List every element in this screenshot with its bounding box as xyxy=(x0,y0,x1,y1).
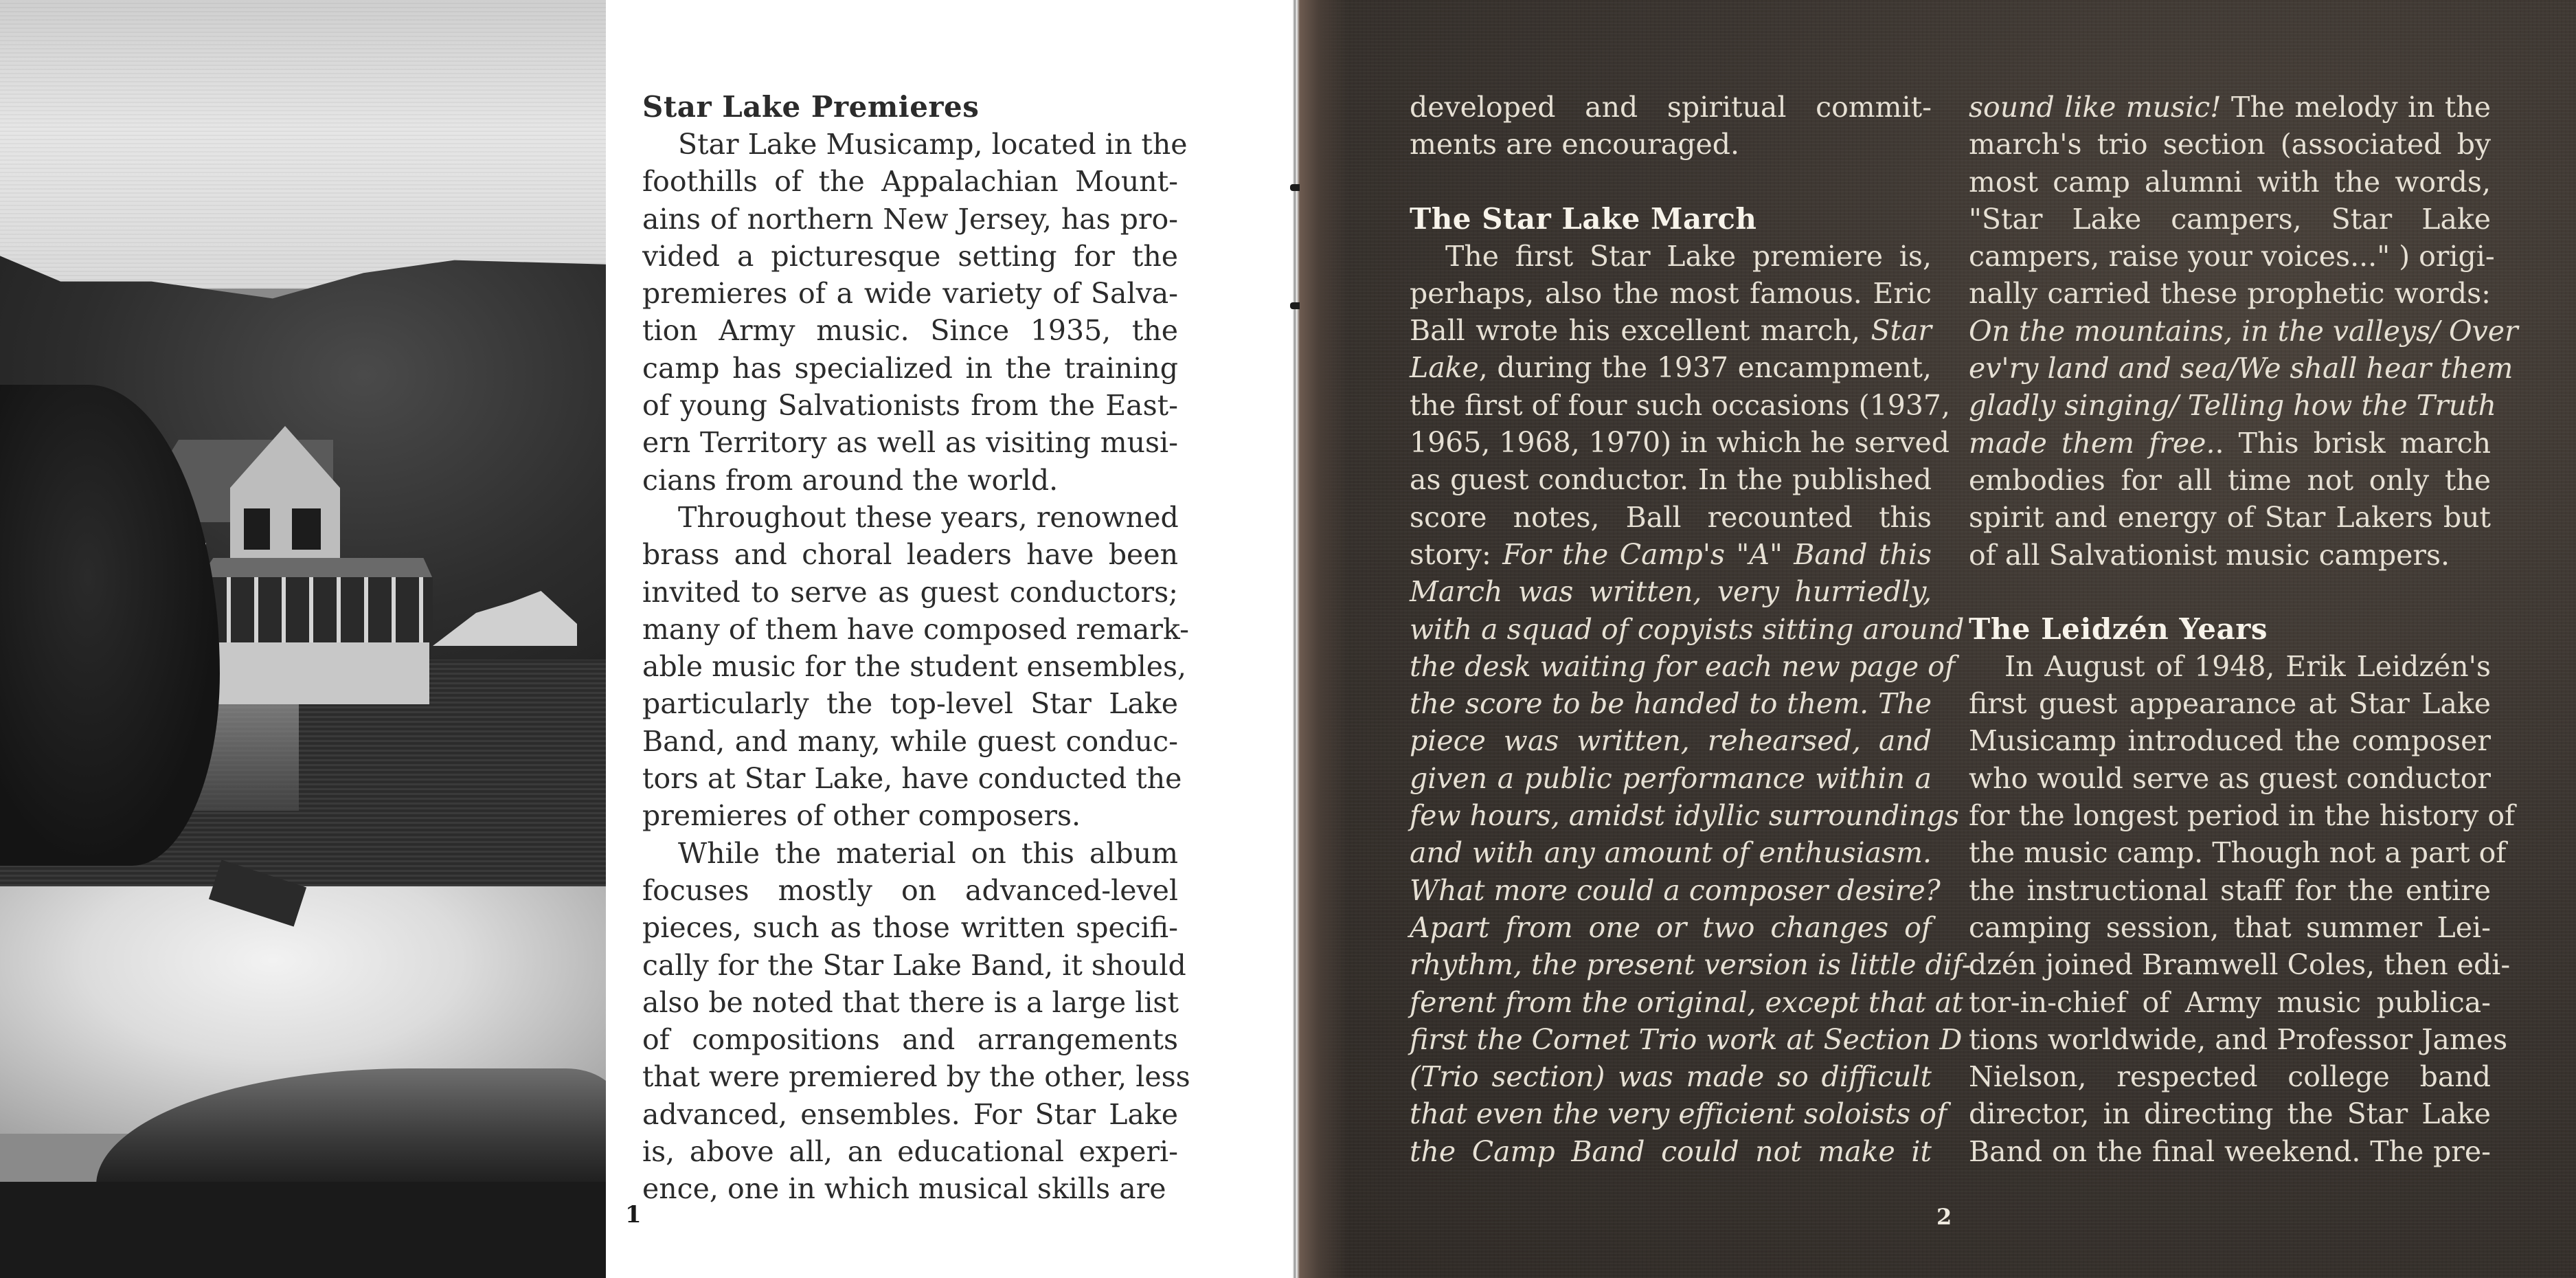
text-line xyxy=(642,984,1178,1021)
text-run: invited to serve as guest conductors; xyxy=(642,575,1178,609)
text-line xyxy=(1410,1133,1932,1170)
text-line xyxy=(1410,536,1932,573)
page-2-column-1 xyxy=(1410,89,1971,1170)
text-line xyxy=(1969,909,2491,946)
italic-text: ev'ry land and sea/We shall hear them xyxy=(1969,352,2513,385)
text-run: "Star Lake campers, Star Lake xyxy=(1969,202,2491,236)
section-heading-star-lake-premieres: Star Lake Premieres xyxy=(642,90,980,124)
italic-text: On the mountains, in the valleys/ Over xyxy=(1969,314,2518,348)
text-run: that were premiered by the other, less xyxy=(642,1060,1190,1094)
text-line xyxy=(1410,126,1932,163)
text-run: While the material on this album xyxy=(678,836,1178,870)
text-line xyxy=(1410,499,1932,536)
text-line xyxy=(642,1058,1190,1095)
text-run: particularly the top-level Star Lake xyxy=(642,687,1178,721)
text-run: able music for the student ensembles, xyxy=(642,650,1187,684)
text-line xyxy=(642,201,1178,238)
text-run: Band on the final weekend. The pre- xyxy=(1969,1134,2491,1168)
text-run: of young Salvationists from the East- xyxy=(642,389,1178,423)
photo-house-window xyxy=(292,508,321,550)
text-line xyxy=(642,163,1178,200)
text-run: Nielson, respected college band xyxy=(1969,1060,2491,1094)
text-line xyxy=(1969,1021,2508,1058)
photo-screened-porch xyxy=(199,577,433,646)
italic-text: sound like music! xyxy=(1969,91,2222,124)
page-2-column-2 xyxy=(1969,89,2518,1170)
text-line xyxy=(1969,872,2491,909)
text-run: spirit and energy of Star Lakers but xyxy=(1969,501,2491,535)
italic-text: Star xyxy=(1871,314,1932,348)
text-line xyxy=(1969,1133,2491,1170)
page-edge-shading xyxy=(1300,0,1348,1278)
text-run: foothills of the Appalachian Mount- xyxy=(642,165,1178,199)
text-run: ence, one in which musical skills are xyxy=(642,1172,1166,1206)
section-gap xyxy=(1969,574,2491,611)
text-run: of compositions and arrangements xyxy=(642,1023,1178,1057)
text-line xyxy=(1969,1058,2491,1095)
text-run: camping session, that summer Lei- xyxy=(1969,910,2491,944)
text-line xyxy=(1969,313,2518,350)
text-line xyxy=(1410,611,1965,648)
text-line xyxy=(1410,909,1932,946)
text-line xyxy=(642,1021,1178,1058)
text-line xyxy=(1969,462,2491,499)
text-line xyxy=(642,275,1178,312)
text-line xyxy=(642,1096,1178,1133)
page-number: 1 xyxy=(625,1201,642,1229)
text-run: In August of 1948, Erik Leidzén's xyxy=(2004,649,2491,683)
italic-text: ferent from the original, except that at xyxy=(1410,985,1963,1019)
text-line xyxy=(642,648,1187,685)
text-line xyxy=(1410,89,1932,126)
italic-text: that even the very efficient soloists of xyxy=(1410,1097,1947,1131)
text-run: . This brisk march xyxy=(2215,426,2491,460)
text-run: focuses mostly on advanced-level xyxy=(642,873,1178,907)
text-line xyxy=(1410,387,1951,424)
text-run: tor-in-chief of Army music publica- xyxy=(1969,985,2491,1019)
text-run: for the longest period in the history of xyxy=(1969,799,2516,833)
text-line xyxy=(642,126,1188,163)
text-run: also be noted that there is a large list xyxy=(642,985,1179,1019)
page-1-body xyxy=(642,126,1190,1208)
text-line xyxy=(642,350,1178,387)
text-run: is, above all, an educational experi- xyxy=(642,1135,1178,1169)
text-line xyxy=(1969,275,2491,312)
text-line xyxy=(1410,872,1941,909)
text-run: Musicamp introduced the composer xyxy=(1969,724,2491,758)
section-heading-star-lake-march: The Star Lake March xyxy=(1410,201,1757,236)
text-run: most camp alumni with the words, xyxy=(1969,165,2491,199)
text-line xyxy=(642,872,1178,909)
text-line xyxy=(642,611,1189,648)
italic-text: the Camp Band could not make it xyxy=(1410,1134,1932,1168)
italic-text: Apart from one or two changes of xyxy=(1410,910,1932,944)
star-lake-march-body xyxy=(1410,238,1971,1170)
lake-house-photo xyxy=(0,0,606,1278)
text-line xyxy=(642,1133,1178,1170)
italic-text: rhythm, the present version is little dif- xyxy=(1410,948,1971,982)
text-line xyxy=(642,312,1178,349)
text-line xyxy=(1969,648,2491,685)
text-run: director, in directing the Star Lake xyxy=(1969,1097,2491,1131)
text-run: who would serve as guest conductor xyxy=(1969,761,2491,795)
text-line xyxy=(642,424,1178,461)
text-line xyxy=(642,797,1178,834)
text-line xyxy=(1969,685,2491,722)
text-line xyxy=(1969,499,2491,536)
photo-sky xyxy=(0,0,606,289)
text-run: ains of northern New Jersey, has pro- xyxy=(642,202,1178,236)
text-run: , during the 1937 encampment, xyxy=(1478,351,1932,385)
italic-text: and with any amount of enthusiasm. xyxy=(1410,836,1932,870)
text-line xyxy=(1410,1021,1963,1058)
booklet-fold xyxy=(1293,0,1300,1278)
italic-text: with a squad of copyists sitting around xyxy=(1410,612,1965,646)
page-number: 2 xyxy=(1936,1204,1952,1230)
text-run: Star Lake Musicamp, located in the xyxy=(678,128,1188,161)
italic-text: first the Cornet Trio work at Section D xyxy=(1410,1022,1963,1056)
text-line xyxy=(1969,984,2491,1021)
text-run: score notes, Ball recounted this xyxy=(1410,500,1932,534)
star-lake-march-body-continued xyxy=(1969,89,2518,574)
text-run: camp has specialized in the training xyxy=(642,351,1178,385)
text-run: pieces, such as those written specifi- xyxy=(642,911,1178,945)
italic-text: few hours, amidst idyllic surroundings xyxy=(1410,799,1960,833)
text-line xyxy=(1410,722,1932,759)
text-run: march's trio section (associated by xyxy=(1969,128,2491,161)
text-line xyxy=(1410,984,1963,1021)
text-line xyxy=(1969,201,2491,238)
italic-text: the desk waiting for each new page of xyxy=(1410,649,1956,683)
text-line xyxy=(1410,424,1950,461)
text-line xyxy=(1969,760,2491,797)
text-line xyxy=(1410,834,1932,871)
text-line xyxy=(1969,164,2491,201)
text-line xyxy=(1969,89,2491,126)
text-line xyxy=(642,387,1178,424)
text-line xyxy=(642,685,1178,722)
text-run: developed and spiritual commit- xyxy=(1410,91,1932,124)
text-run: The first Star Lake premiere is, xyxy=(1445,239,1932,273)
text-line xyxy=(1969,797,2516,834)
text-line xyxy=(1969,387,2496,424)
text-run: brass and choral leaders have been xyxy=(642,538,1178,572)
italic-text: made them free. xyxy=(1969,426,2215,460)
text-line xyxy=(1969,425,2491,462)
text-line xyxy=(1969,238,2495,275)
italic-text: What more could a composer desire? xyxy=(1410,873,1941,907)
text-line xyxy=(1969,350,2513,387)
text-line xyxy=(1410,1058,1932,1095)
page-2 xyxy=(1300,0,2576,1278)
text-line xyxy=(1410,685,1932,722)
text-run: the first of four such occasions (1937, xyxy=(1410,388,1951,422)
text-run: 1965, 1968, 1970) in which he served xyxy=(1410,426,1950,460)
text-line xyxy=(1969,722,2491,759)
text-run: ern Territory as well as visiting musi- xyxy=(642,426,1178,460)
photo-foreground xyxy=(0,1182,606,1278)
text-line xyxy=(1410,648,1956,685)
italic-text: (Trio section) was made so difficult xyxy=(1410,1060,1932,1094)
photo-house-window xyxy=(244,508,270,550)
text-line xyxy=(642,723,1178,760)
text-run: tions worldwide, and Professor James xyxy=(1969,1022,2508,1056)
section-heading-leidzen-years: The Leidzén Years xyxy=(1969,612,2268,646)
text-line xyxy=(1410,349,1932,386)
text-run: Band, and many, while guest conduc- xyxy=(642,724,1178,758)
text-line xyxy=(642,499,1178,536)
text-line xyxy=(642,909,1178,946)
text-line xyxy=(1410,797,1960,834)
text-run: the instructional staff for the entire xyxy=(1969,873,2491,907)
text-line xyxy=(1410,461,1932,498)
text-run: tors at Star Lake, have conducted the xyxy=(642,762,1182,796)
photo-porch-roof xyxy=(199,558,433,579)
text-run: tion Army music. Since 1935, the xyxy=(642,314,1178,348)
text-line xyxy=(642,536,1178,573)
text-run: The melody in the xyxy=(2221,91,2491,124)
leidzen-years-body xyxy=(1969,648,2516,1170)
text-run: story: xyxy=(1410,537,1503,571)
text-line xyxy=(1410,1095,1947,1132)
text-line xyxy=(642,238,1178,275)
italic-text: piece was written, rehearsed, and xyxy=(1410,724,1932,758)
page-1 xyxy=(606,0,1296,1278)
text-line xyxy=(642,947,1186,984)
italic-text: Lake xyxy=(1410,351,1479,385)
text-line xyxy=(642,760,1182,797)
text-run: the music camp. Though not a part of xyxy=(1969,836,2507,870)
text-line xyxy=(1969,834,2507,871)
text-line xyxy=(1969,1095,2491,1132)
text-line xyxy=(1969,946,2511,983)
text-line xyxy=(1969,537,2491,574)
text-line xyxy=(1410,573,1932,610)
text-line xyxy=(1969,126,2491,163)
text-run: dzén joined Bramwell Coles, then edi- xyxy=(1969,948,2511,982)
text-line xyxy=(642,835,1178,872)
text-run: cally for the Star Lake Band, it should xyxy=(642,948,1186,982)
text-run: premieres of other composers. xyxy=(642,799,1081,833)
continued-text xyxy=(1410,89,1932,164)
italic-text: the score to be handed to them. The xyxy=(1410,687,1932,721)
text-line xyxy=(642,462,1178,499)
page-1-text-column xyxy=(642,89,1190,1208)
text-run: of all Salvationist music campers. xyxy=(1969,538,2450,572)
text-line xyxy=(642,1170,1178,1207)
text-run: many of them have composed remark- xyxy=(642,612,1189,646)
text-run: ments are encouraged. xyxy=(1410,128,1739,161)
text-line xyxy=(1410,275,1932,312)
text-line xyxy=(1410,946,1971,983)
text-run: as guest conductor. In the published xyxy=(1410,463,1932,497)
text-run: first guest appearance at Star Lake xyxy=(1969,687,2491,721)
text-run: vided a picturesque setting for the xyxy=(642,239,1178,273)
text-run: cians from around the world. xyxy=(642,463,1059,497)
text-run: perhaps, also the most famous. Eric xyxy=(1410,276,1932,310)
text-line xyxy=(1410,760,1932,797)
section-gap xyxy=(1410,164,1932,201)
text-run: embodies for all time not only the xyxy=(1969,463,2491,497)
text-run: Throughout these years, renowned xyxy=(678,500,1179,534)
text-run: campers, raise your voices..." ) origi- xyxy=(1969,240,2495,273)
text-line xyxy=(1410,238,1932,275)
italic-text: given a public performance within a xyxy=(1410,761,1932,795)
italic-text: March was written, very hurriedly, xyxy=(1410,575,1932,609)
italic-text: For the Camp's "A" Band this xyxy=(1502,537,1932,571)
text-run: advanced, ensembles. For Star Lake xyxy=(642,1097,1178,1131)
text-run: nally carried these prophetic words: xyxy=(1969,277,2491,311)
text-run: Ball wrote his excellent march, xyxy=(1410,314,1871,348)
text-line xyxy=(1410,312,1932,349)
italic-text: gladly singing/ Telling how the Truth xyxy=(1969,389,2496,423)
text-run: premieres of a wide variety of Salva- xyxy=(642,277,1178,311)
text-line xyxy=(642,574,1178,611)
